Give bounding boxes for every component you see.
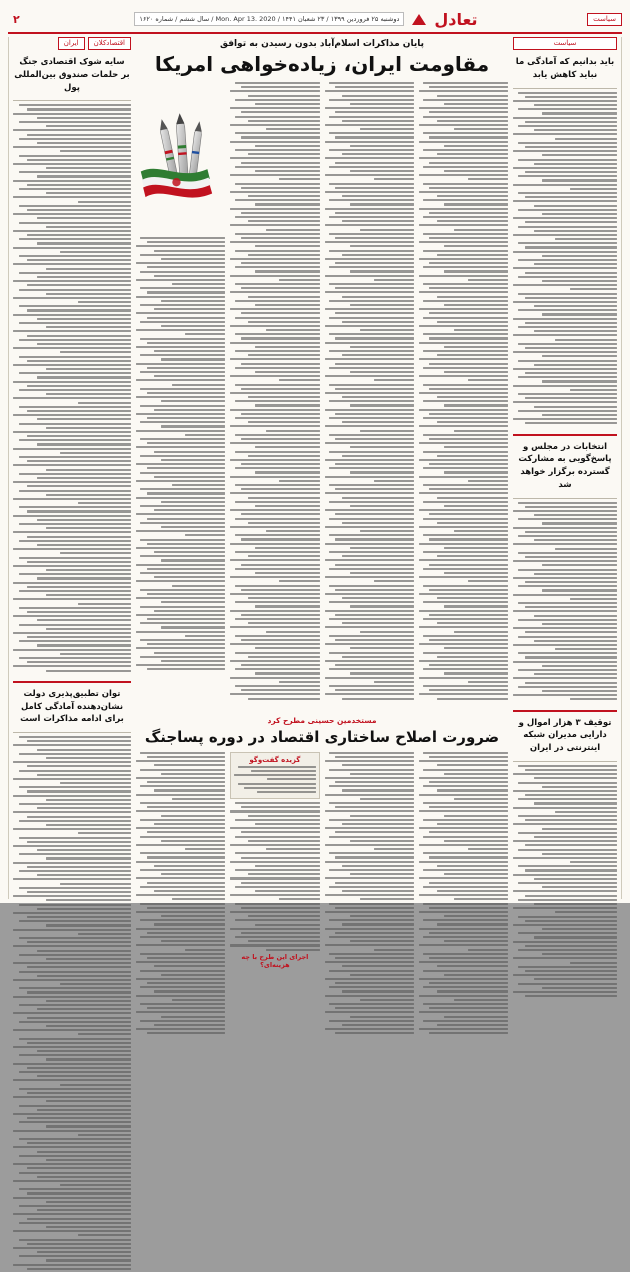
right-sidebar-item-2[interactable] <box>13 678 131 1272</box>
masthead-titleblock <box>434 10 477 29</box>
divider <box>513 761 617 762</box>
left-sidebar-item-1-title: باید بدانیم که آمادگی ما نباید کاهش یابد <box>515 57 615 80</box>
lead-column-2 <box>325 82 414 702</box>
left-sidebar-item-3-title: توقیف ۳ هزار اموال و دارایی مدیران شبکه اینترنتی در ایران <box>518 717 612 753</box>
second-story-body <box>136 752 508 1037</box>
right-sidebar-item-2-body <box>13 736 131 1270</box>
lead-story[interactable] <box>136 37 508 702</box>
second-story-column-2 <box>325 752 414 1037</box>
lead-kicker: پایان مذاکرات اسلام‌آباد بدون رسیدن به توافق <box>219 39 425 49</box>
right-sidebar <box>8 37 131 899</box>
right-sidebar-item-2-title: توان تطبیق‌پذیری دولت نشان‌دهنده آمادگی کامل برای ادامه مذاکرات است <box>20 688 124 725</box>
divider-red <box>13 681 131 683</box>
newspaper-title: تعادل <box>434 9 478 29</box>
divider <box>13 100 131 101</box>
divider-red <box>513 434 617 436</box>
section-label-macro: اقتصادکلان <box>88 37 131 50</box>
right-sidebar-item-1-title: سایه شوک اقتصادی جنگ بر حلمات صندوق بین‌المللی پول <box>14 57 130 93</box>
triangle-icon <box>412 14 426 25</box>
left-sidebar-item-1-body <box>513 92 617 425</box>
section-label-iran: ایران <box>58 37 85 50</box>
page-body <box>8 37 622 969</box>
divider-red <box>513 710 617 712</box>
second-story-footer-question: اجرای این طرح با چه هزینه‌ای؟ <box>241 952 309 969</box>
iran-flag-missiles-illustration <box>136 84 225 234</box>
pull-quote-box <box>230 752 319 799</box>
second-story-column-3 <box>230 752 319 1037</box>
right-sidebar-item-1[interactable] <box>13 54 131 674</box>
masthead-left-group <box>587 6 622 32</box>
left-sidebar <box>513 37 622 899</box>
section-label-left: سیاست <box>587 13 622 26</box>
second-story-headline: ضرورت اصلاح ساختاری اقتصاد در دوره پساجنگ <box>144 727 500 746</box>
left-sidebar-item-2[interactable] <box>513 431 617 703</box>
second-story-kicker: مستخدمین حسینی مطرح کرد <box>267 715 377 725</box>
left-sidebar-item-2-body <box>513 502 617 701</box>
left-sidebar-item-3[interactable] <box>513 707 617 1000</box>
page-number: ۲ <box>13 12 20 26</box>
divider <box>513 498 617 499</box>
right-sidebar-item-1-body <box>13 104 131 671</box>
divider <box>13 732 131 733</box>
lead-column-3 <box>230 82 319 702</box>
left-sidebar-item-1[interactable] <box>513 54 617 427</box>
second-story-column-1 <box>419 752 508 1037</box>
second-story[interactable] <box>136 716 508 1037</box>
lead-column-4 <box>136 82 225 702</box>
lead-column-1 <box>419 82 508 702</box>
issue-date: دوشنبه ۲۵ فروردین ۱۳۹۹ / ۲۳ شعبان ۱۴۴۱ / Mon. Apr 13. 2020 / سال ششم / شماره ۱۶۲۰ <box>134 12 404 26</box>
masthead-center <box>25 6 587 32</box>
masthead-right-group <box>8 6 25 32</box>
divider <box>513 88 617 89</box>
masthead <box>8 6 622 34</box>
lead-body <box>136 82 508 702</box>
main-column <box>136 37 508 969</box>
lead-headline: مقاومت ایران، زیاده‌خواهی امریکا <box>154 52 490 76</box>
left-sidebar-item-3-body <box>513 765 617 997</box>
section-label-politics: سیاست <box>513 37 617 50</box>
second-story-column-4 <box>136 752 225 1037</box>
pull-quote-title: گزیده گفت‌وگو <box>249 755 301 764</box>
left-sidebar-item-2-title: انتخابات در مجلس و پاسخ‌گویی به مشارکت گسترده برگزار خواهد شد <box>518 441 612 490</box>
